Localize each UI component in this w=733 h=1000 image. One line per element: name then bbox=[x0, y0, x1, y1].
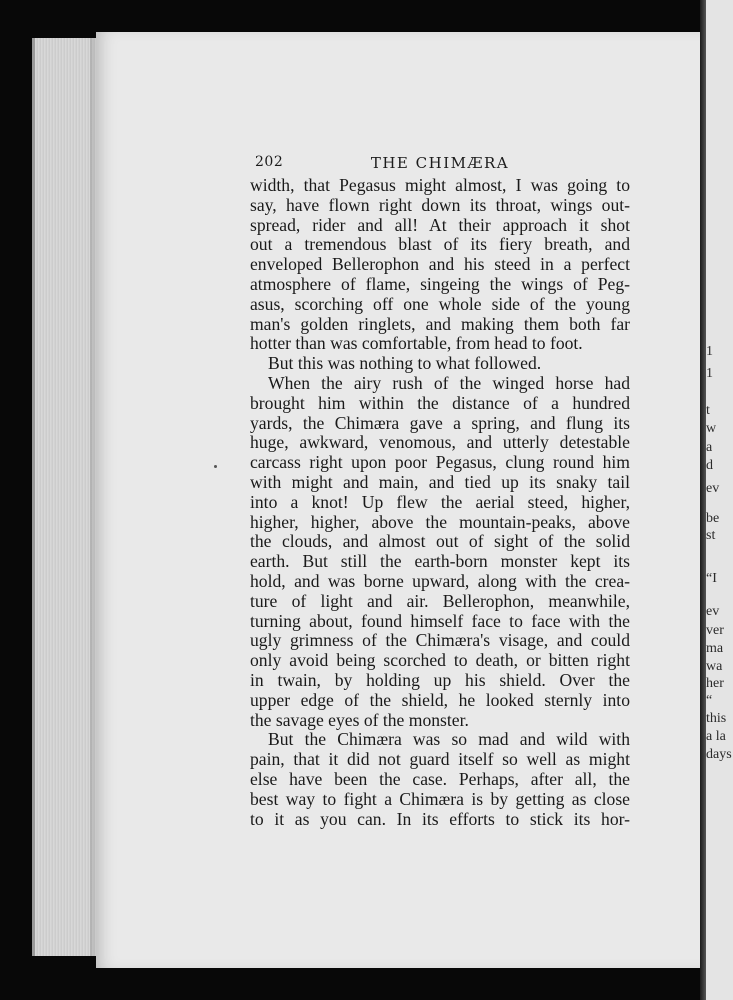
facing-fragment: w bbox=[706, 421, 717, 436]
text-line: out a tremendous blast of its fiery breath, and bbox=[250, 234, 630, 255]
facing-fragment: ev bbox=[706, 481, 720, 496]
facing-page-text bbox=[706, 0, 733, 1000]
text-line: into a knot! Up flew the aerial steed, higher, bbox=[250, 491, 630, 512]
facing-fragment: be bbox=[706, 511, 720, 526]
text-line: hotter than was comfortable, from head to foot. bbox=[250, 333, 583, 354]
page-number: 202 bbox=[255, 154, 284, 170]
text-line: turning about, found himself face to face with the bbox=[250, 610, 630, 631]
running-title: THE CHIMÆRA bbox=[370, 154, 510, 172]
facing-fragment: st bbox=[706, 528, 716, 543]
text-line: carcass right upon poor Pegasus, clung round him bbox=[250, 452, 630, 473]
text-line: the savage eyes of the monster. bbox=[250, 709, 469, 730]
text-line: But the Chimæra was so mad and wild with bbox=[268, 729, 630, 750]
facing-fragment: d bbox=[706, 458, 713, 473]
text-line: higher, higher, above the mountain-peaks, above bbox=[250, 511, 630, 532]
text-line: hold, and was borne upward, along with the crea- bbox=[250, 570, 630, 591]
text-line: best way to fight a Chimæra is by getting as close bbox=[250, 788, 630, 809]
text-line: asus, scorching off one whole side of the young bbox=[250, 293, 630, 314]
text-line: upper edge of the shield, he looked sternly into bbox=[250, 689, 630, 710]
text-line: the clouds, and almost out of sight of the solid bbox=[250, 531, 630, 552]
running-head bbox=[255, 154, 625, 176]
text-line: ture of light and air. Bellerophon, meanwhile, bbox=[250, 590, 630, 611]
page-body-text bbox=[250, 176, 630, 829]
text-line: else have been the case. Perhaps, after all, the bbox=[250, 768, 630, 789]
text-line: huge, awkward, venomous, and utterly detestable bbox=[250, 432, 630, 453]
facing-fragment: 1 bbox=[706, 344, 713, 359]
text-line: enveloped Bellerophon and his steed in a perfect bbox=[250, 254, 630, 275]
facing-fragment: ver bbox=[706, 623, 724, 638]
facing-fragment: wa bbox=[706, 659, 723, 674]
facing-fragment: her bbox=[706, 676, 724, 691]
text-line: earth. But still the earth-born monster kept its bbox=[250, 551, 630, 572]
text-line: But this was nothing to what followed. bbox=[268, 353, 542, 374]
text-line: atmosphere of flame, singeing the wings of Peg- bbox=[250, 273, 630, 294]
facing-fragment: “I bbox=[706, 571, 717, 586]
facing-fragment: 1 bbox=[706, 366, 713, 381]
text-line: only avoid being scorched to death, or bitten right bbox=[250, 650, 630, 671]
facing-fragment: ma bbox=[706, 641, 724, 656]
paper-speck bbox=[214, 465, 217, 468]
text-line: in twain, by holding up his shield. Over the bbox=[250, 669, 630, 690]
facing-page bbox=[706, 0, 733, 1000]
text-line: width, that Pegasus might almost, I was going to bbox=[250, 175, 630, 195]
text-line: ugly grimness of the Chimæra's visage, and could bbox=[250, 630, 630, 651]
facing-fragment: ev bbox=[706, 604, 720, 619]
text-line: man's golden ringlets, and making them both far bbox=[250, 313, 630, 334]
text-line: with might and main, and tied up its snaky tail bbox=[250, 471, 630, 492]
text-line: say, have flown right down its throat, wings out- bbox=[250, 194, 630, 215]
facing-fragment: a la bbox=[706, 729, 726, 744]
facing-fragment: days bbox=[706, 747, 732, 762]
text-line: to it as you can. In its efforts to stick its hor- bbox=[250, 808, 630, 829]
facing-fragment: a bbox=[706, 440, 713, 455]
facing-fragment: this bbox=[706, 711, 727, 726]
facing-fragment: “ bbox=[706, 693, 713, 708]
text-line: When the airy rush of the winged horse had bbox=[268, 372, 630, 393]
facing-fragment: t bbox=[706, 403, 710, 418]
text-line: pain, that it did not guard itself so well as might bbox=[250, 749, 630, 770]
text-line: brought him within the distance of a hundred bbox=[250, 392, 630, 413]
text-line: spread, rider and all! At their approach it shot bbox=[250, 214, 630, 235]
text-line: yards, the Chimæra gave a spring, and flung its bbox=[250, 412, 630, 433]
